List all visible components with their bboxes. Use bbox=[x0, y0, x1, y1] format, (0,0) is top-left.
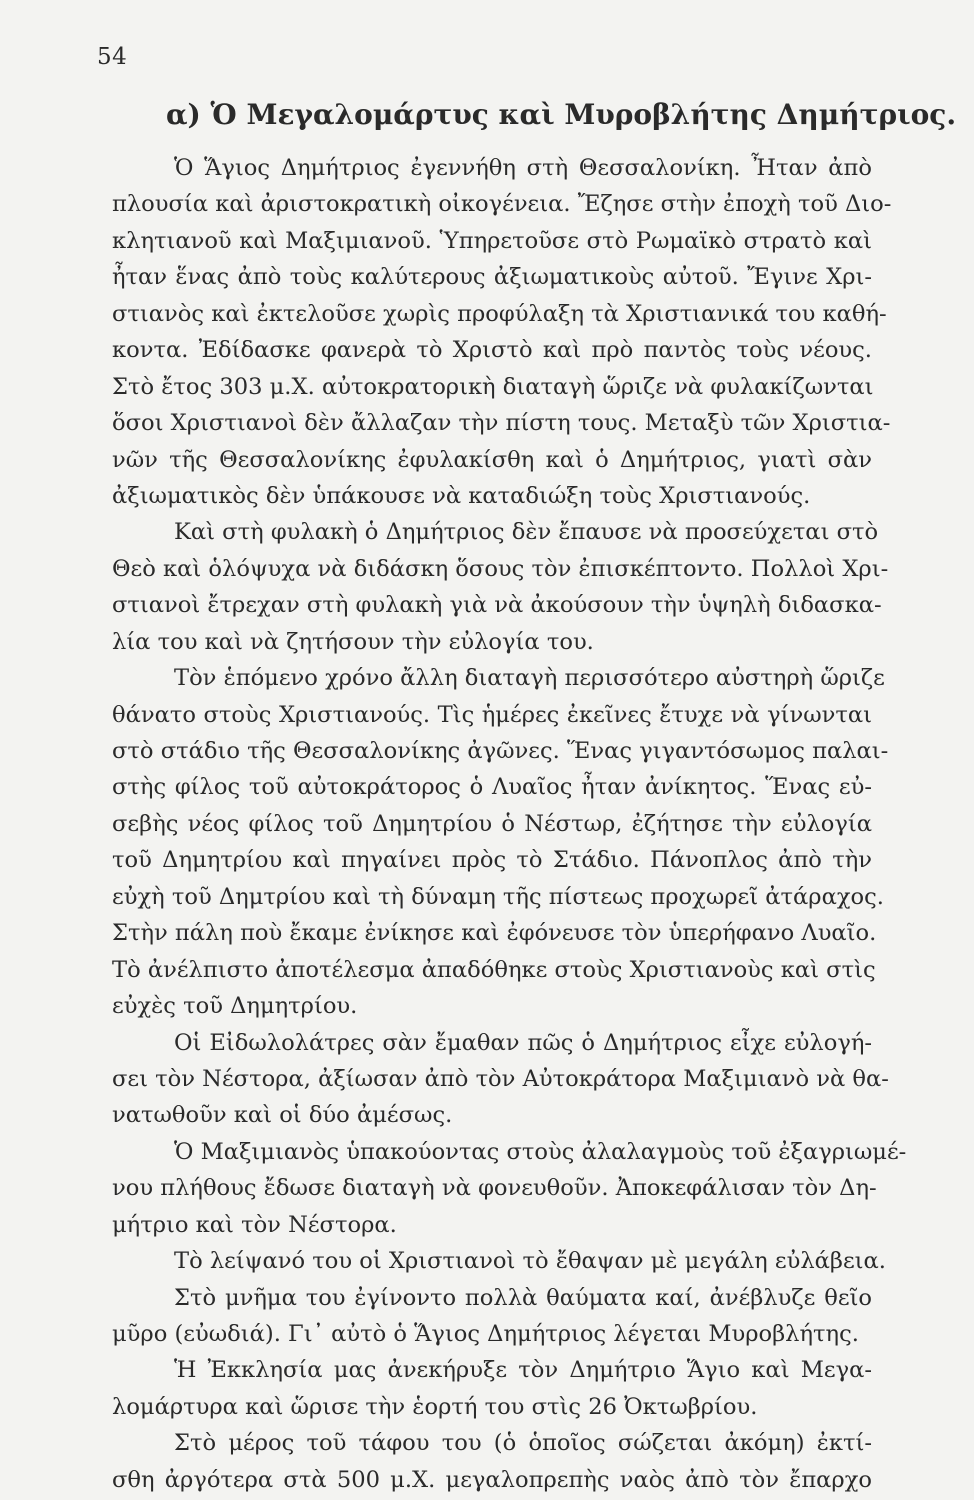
text-line: Στὸ μέρος τοῦ τάφου του (ὁ ὁποῖος σώζεται ἀκόμη) ἐκτί- bbox=[174, 1430, 872, 1457]
text-line: Τὸ λείψανό του οἱ Χριστιανοὶ τὸ ἔθαψαν μὲ μεγάλη εὐλάβεια. bbox=[174, 1248, 886, 1275]
text-line: λία του καὶ νὰ ζητήσουν τὴν εὐλογία του. bbox=[112, 628, 594, 655]
text-line: λομάρτυρα καὶ ὥρισε τὴν ἑορτή του στὶς 26 Ὀκτωβρίου. bbox=[112, 1393, 758, 1420]
section-heading: α) Ὁ Μεγαλομάρτυς καὶ Μυροβλήτης Δημήτριος. bbox=[166, 98, 957, 131]
text-line: μήτριο καὶ τὸν Νέστορα. bbox=[112, 1211, 397, 1238]
page-number: 54 bbox=[97, 44, 128, 70]
text-line: Τὸ ἀνέλπιστο ἀποτέλεσμα ἀπαδόθηκε στοὺς Χριστιανοὺς καὶ στὶς bbox=[112, 956, 876, 983]
text-line: θάνατο στοὺς Χριστιανούς. Τὶς ἡμέρες ἐκεῖνες ἔτυχε νὰ γίνωνται bbox=[112, 701, 872, 728]
text-line: νου πλήθους ἔδωσε διαταγὴ νὰ φονευθοῦν. Ἀποκεφάλισαν τὸν Δη- bbox=[112, 1175, 877, 1202]
text-line: μῦρο (εὐωδιά). Γι᾽ αὐτὸ ὁ Ἅγιος Δημήτριος λέγεται Μυροβλήτης. bbox=[112, 1321, 859, 1347]
body-text bbox=[112, 150, 907, 1498]
text-line: πλουσία καὶ ἀριστοκρατικὴ οἰκογένεια. Ἔζησε στὴν ἐποχὴ τοῦ Διο- bbox=[112, 191, 892, 218]
text-line: Στὸ μνῆμα του ἐγίνοντο πολλὰ θαύματα καί, ἀνέβλυζε θεῖο bbox=[174, 1284, 872, 1311]
text-line: Ὁ Μαξιμιανὸς ὑπακούοντας στοὺς ἀλαλαγμοὺς τοῦ ἐξαγριωμέ- bbox=[174, 1138, 907, 1165]
text-line: σει τὸν Νέστορα, ἀξίωσαν ἀπὸ τὸν Αὐτοκράτορα Μαξιμιανὸ νὰ θα- bbox=[112, 1065, 889, 1092]
text-line: ἀξιωματικὸς δὲν ὑπάκουσε νὰ καταδιώξη τοὺς Χριστιανούς. bbox=[112, 482, 811, 509]
text-line: στιανὸς καὶ ἐκτελοῦσε χωρὶς προφύλαξη τὰ Χριστιανικά του καθή- bbox=[112, 300, 887, 327]
text-line: Οἱ Εἰδωλολάτρες σὰν ἔμαθαν πῶς ὁ Δημήτριος εἶχε εὐλογή- bbox=[174, 1029, 872, 1056]
text-line: στιανοὶ ἔτρεχαν στὴ φυλακὴ γιὰ νὰ ἀκούσουν τὴν ὑψηλὴ διδασκα- bbox=[112, 592, 882, 619]
text-line: τοῦ Δημητρίου καὶ πηγαίνει πρὸς τὸ Στάδιο. Πάνοπλος ἀπὸ τὴν bbox=[112, 847, 872, 874]
text-line: στὸ στάδιο τῆς Θεσσαλονίκης ἀγῶνες. Ἕνας γιγαντόσωμος παλαι- bbox=[112, 738, 889, 764]
text-line: Ὁ Ἅγιος Δημήτριος ἐγεννήθη στὴ Θεσσαλονίκη. Ἦταν ἀπὸ bbox=[174, 155, 872, 181]
text-line: νῶν τῆς Θεσσαλονίκης ἐφυλακίσθη καὶ ὁ Δημήτριος, γιατὶ σὰν bbox=[112, 446, 872, 473]
text-line: εὐχὲς τοῦ Δημητρίου. bbox=[112, 993, 358, 1020]
text-line: Στὸ ἔτος 303 μ.Χ. αὐτοκρατορικὴ διαταγὴ ὥριζε νὰ φυλακίζωνται bbox=[112, 373, 874, 400]
text-line: Θεὸ καὶ ὁλόψυχα νὰ διδάσκη ὅσους τὸν ἐπισκέπτοντο. Πολλοὶ Χρι- bbox=[112, 555, 889, 582]
text-line: νατωθοῦν καὶ οἱ δύο ἀμέσως. bbox=[112, 1102, 453, 1129]
text-line: κλητιανοῦ καὶ Μαξιμιανοῦ. Ὑπηρετοῦσε στὸ Ρωμαϊκὸ στρατὸ καὶ bbox=[112, 227, 872, 254]
text-line: Καὶ στὴ φυλακὴ ὁ Δημήτριος δὲν ἔπαυσε νὰ προσεύχεται στὸ bbox=[174, 519, 879, 546]
text-line: κοντα. Ἐδίδασκε φανερὰ τὸ Χριστὸ καὶ πρὸ παντὸς τοὺς νέους. bbox=[112, 337, 872, 364]
text-line: εὐχὴ τοῦ Δημτρίου καὶ τὴ δύναμη τῆς πίστεως προχωρεῖ ἀτάραχος. bbox=[112, 883, 884, 910]
text-line: Στὴν πάλη ποὺ ἔκαμε ἐνίκησε καὶ ἐφόνευσε τὸν ὑπερήφανο Λυαῖο. bbox=[112, 920, 877, 947]
text-line: στὴς φίλος τοῦ αὐτοκράτορος ὁ Λυαῖος ἦταν ἀνίκητος. Ἕνας εὐ- bbox=[112, 774, 872, 801]
text-line: ὅσοι Χριστιανοὶ δὲν ἄλλαζαν τὴν πίστη τους. Μεταξὺ τῶν Χριστια- bbox=[112, 410, 891, 437]
text-line: σεβὴς νέος φίλος τοῦ Δημητρίου ὁ Νέστωρ, ἐζήτησε τὴν εὐλογία bbox=[112, 810, 872, 837]
text-line: Ἡ Ἐκκλησία μας ἀνεκήρυξε τὸν Δημήτριο Ἅγιο καὶ Μεγα- bbox=[174, 1357, 872, 1384]
text-line: σθη ἀργότερα στὰ 500 μ.Χ. μεγαλοπρεπὴς ναὸς ἀπὸ τὸν ἔπαρχο bbox=[112, 1466, 872, 1493]
text-line: ἦταν ἕνας ἀπὸ τοὺς καλύτερους ἀξιωματικοὺς αὐτοῦ. Ἔγινε Χρι- bbox=[112, 264, 872, 291]
text-line: Τὸν ἑπόμενο χρόνο ἄλλη διαταγὴ περισσότερο αὐστηρὴ ὥριζε bbox=[174, 665, 885, 692]
